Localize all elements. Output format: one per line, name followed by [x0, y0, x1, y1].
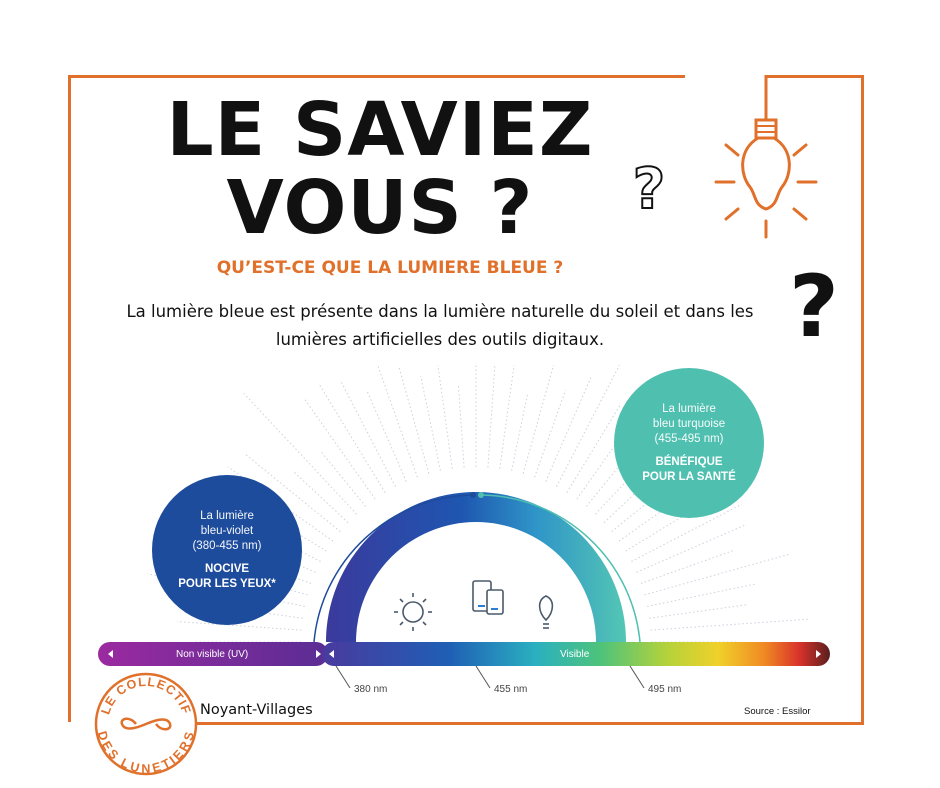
- intro-text-line2: lumières artificielles des outils digitaux.: [275, 330, 605, 349]
- sun-icon: [394, 593, 432, 631]
- wavelength-455: 455 nm: [494, 684, 528, 695]
- svg-text:?: ?: [632, 160, 666, 220]
- turquoise-bubble-range: (455-495 nm): [654, 432, 724, 445]
- source-credit: Source : Essilor: [744, 706, 811, 717]
- turquoise-bubble-strong1: BÉNÉFIQUE: [655, 455, 723, 468]
- violet-bubble-line2: bleu-violet: [200, 524, 254, 537]
- city-name: Noyant-Villages: [200, 702, 313, 718]
- bulb-icon: [540, 596, 553, 628]
- light-ray: [294, 472, 348, 522]
- svg-text:LE COLLECTIF: LE COLLECTIF: [98, 674, 194, 717]
- visible-arc-band: [326, 492, 626, 642]
- light-ray: [557, 365, 620, 487]
- violet-bubble-strong2: POUR LES YEUX*: [178, 577, 276, 590]
- light-ray: [649, 605, 747, 619]
- page-title-line2: VOUS ?: [226, 165, 534, 251]
- light-ray: [366, 390, 406, 482]
- turquoise-bubble-line2: bleu turquoise: [652, 417, 726, 430]
- light-ray: [546, 377, 592, 482]
- light-ray: [535, 390, 566, 477]
- light-ray: [523, 365, 553, 474]
- tick-380: [336, 666, 350, 688]
- wavelength-495: 495 nm: [648, 684, 682, 695]
- light-ray: [438, 365, 452, 469]
- light-ray: [320, 451, 365, 507]
- light-ray: [458, 385, 464, 468]
- uv-label: Non visible (UV): [176, 649, 249, 660]
- light-ray: [651, 619, 809, 630]
- light-ray: [647, 584, 755, 606]
- light-ray: [488, 365, 495, 467]
- collectif-lunetiers-logo: [94, 672, 198, 776]
- light-ray: [645, 554, 790, 595]
- tick-495: [630, 666, 644, 688]
- violet-light-bubble: [152, 475, 302, 625]
- light-ray: [399, 366, 429, 473]
- wavelength-380: 380 nm: [354, 684, 388, 695]
- light-ray: [378, 365, 418, 477]
- light-ray: [512, 394, 528, 470]
- turquoise-bubble-strong2: POUR LA SANTÉ: [642, 470, 736, 483]
- devices-icon: [473, 581, 503, 614]
- section-subtitle: QU’EST-CE QUE LA LUMIERE BLEUE ?: [216, 258, 564, 278]
- light-ray: [421, 376, 441, 471]
- page-title-line1: LE SAVIEZ: [166, 87, 594, 173]
- light-ray: [319, 384, 385, 492]
- svg-text:?: ?: [789, 262, 839, 344]
- light-ray: [567, 404, 621, 493]
- tick-455: [476, 666, 490, 688]
- svg-text:DES LUNETIERS: DES LUNETIERS: [94, 729, 198, 776]
- light-ray: [304, 398, 375, 499]
- turquoise-bubble-line1: La lumière: [662, 402, 716, 415]
- violet-marker-dot: [470, 492, 476, 498]
- violet-bubble-strong1: NOCIVE: [204, 562, 250, 575]
- light-ray: [641, 551, 734, 584]
- turquoise-marker-dot: [478, 492, 484, 498]
- intro-text-line1: La lumière bleue est présente dans la lumière naturelle du soleil et dans les: [126, 302, 754, 321]
- light-ray: [500, 365, 514, 469]
- violet-bubble-line1: La lumière: [200, 509, 254, 522]
- violet-bubble-range: (380-455 nm): [192, 539, 262, 552]
- turquoise-light-bubble: [614, 368, 764, 518]
- visible-label: Visible: [560, 649, 590, 660]
